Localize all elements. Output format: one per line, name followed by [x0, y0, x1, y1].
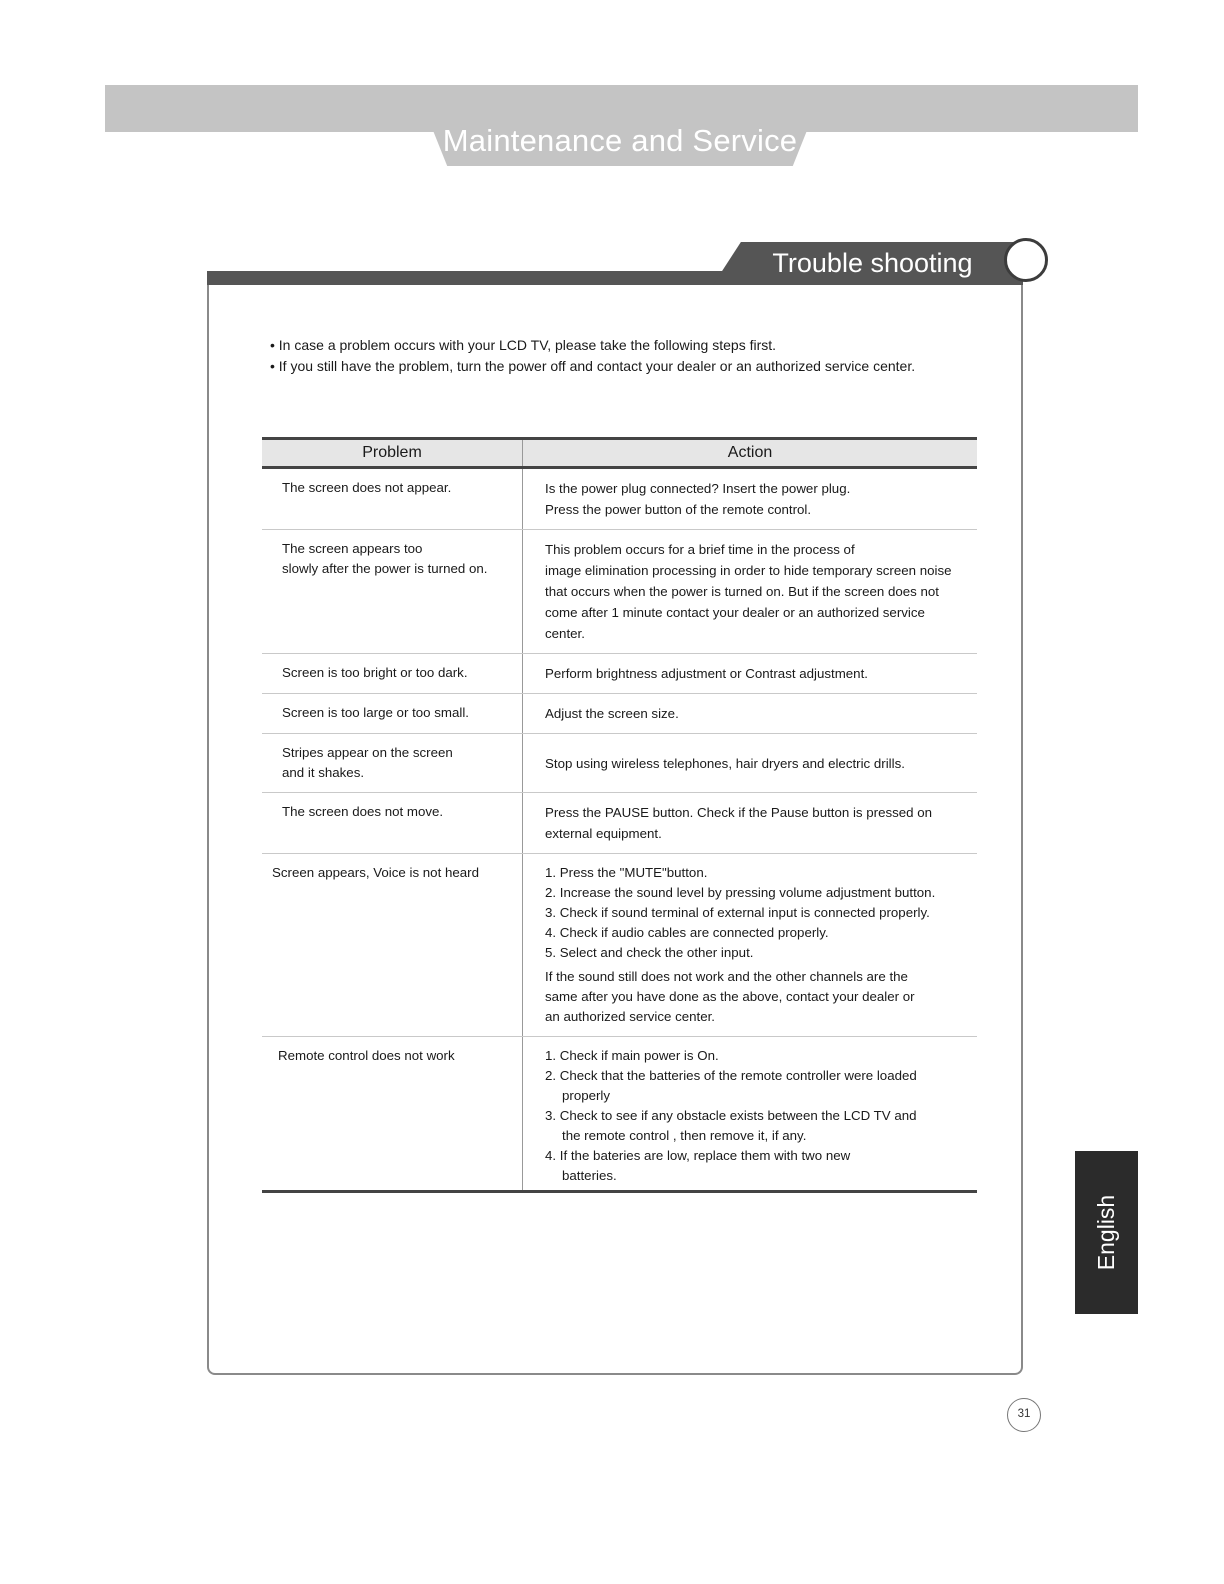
table-row [262, 654, 977, 694]
action-text: center. [545, 626, 585, 641]
action-cell [523, 468, 978, 530]
problem-cell [262, 530, 523, 654]
action-header: Action [523, 439, 978, 468]
page-number: 31 [1007, 1398, 1041, 1432]
problem-cell [262, 793, 523, 854]
table-row [262, 854, 977, 1037]
problem-text: Screen is too large or too small. [282, 705, 469, 720]
action-step: 3. Check if sound terminal of external input is connected properly. [545, 905, 930, 920]
action-step: 1. Check if main power is On. [545, 1048, 719, 1063]
problem-text: Remote control does not work [278, 1048, 455, 1063]
action-step: 4. Check if audio cables are connected properly. [545, 925, 829, 940]
problem-text: The screen does not move. [282, 804, 444, 819]
language-tab-label: English [1093, 1194, 1119, 1271]
action-step: 5. Select and check the other input. [545, 945, 754, 960]
table-row [262, 694, 977, 734]
action-text: Adjust the screen size. [545, 706, 679, 721]
problem-cell [262, 694, 523, 734]
action-note: an authorized service center. [545, 1009, 716, 1024]
problem-text: Screen is too bright or too dark. [282, 665, 468, 680]
action-text: This problem occurs for a brief time in the process of [545, 542, 855, 557]
action-step-continued: properly [562, 1088, 611, 1103]
section-title: Maintenance and Service [442, 123, 798, 158]
action-cell [523, 530, 978, 654]
action-cell [523, 1037, 978, 1192]
action-text: external equipment. [545, 826, 662, 841]
table-row [262, 530, 977, 654]
action-text: Press the PAUSE button. Check if the Pause button is pressed on [545, 805, 933, 820]
troubleshooting-table [262, 437, 977, 1193]
action-step: 2. Increase the sound level by pressing volume adjustment button. [545, 885, 936, 900]
problem-cell [262, 654, 523, 694]
problem-cell [262, 854, 523, 1037]
action-cell [523, 854, 978, 1037]
problem-text: and it shakes. [282, 765, 365, 780]
intro-line: • If you still have the problem, turn the power off and contact your dealer or an authorized service center. [270, 357, 916, 374]
problem-text: Stripes appear on the screen [282, 745, 453, 760]
problem-text: The screen appears too [282, 541, 423, 556]
action-step: 2. Check that the batteries of the remote controller were loaded [545, 1068, 917, 1083]
table-header-row [262, 439, 977, 468]
action-cell [523, 694, 978, 734]
action-text: that occurs when the power is turned on. But if the screen does not [545, 584, 939, 599]
table-row [262, 468, 977, 530]
action-text: Is the power plug connected? Insert the power plug. [545, 481, 851, 496]
problem-text: The screen does not appear. [282, 480, 452, 495]
problem-cell [262, 734, 523, 793]
problem-header: Problem [262, 439, 523, 468]
table-row [262, 734, 977, 793]
intro-text [270, 335, 1000, 376]
problem-cell [262, 468, 523, 530]
action-step: 4. If the bateries are low, replace them with two new [545, 1148, 851, 1163]
action-text: Perform brightness adjustment or Contrast adjustment. [545, 666, 868, 681]
action-cell [523, 654, 978, 694]
panel-title: Trouble shooting [772, 248, 973, 278]
action-step-continued: batteries. [562, 1168, 617, 1183]
action-note: same after you have done as the above, contact your dealer or [545, 989, 915, 1004]
action-step-continued: the remote control , then remove it, if any. [562, 1128, 807, 1143]
problem-text: slowly after the power is turned on. [282, 561, 488, 576]
table-row [262, 793, 977, 854]
language-tab-label-wrap [1075, 1151, 1138, 1314]
action-note: If the sound still does not work and the other channels are the [545, 969, 908, 984]
problem-cell [262, 1037, 523, 1192]
problem-text: Screen appears, Voice is not heard [272, 865, 479, 880]
action-step: 1. Press the "MUTE"button. [545, 865, 708, 880]
action-text: Press the power button of the remote control. [545, 502, 812, 517]
action-step: 3. Check to see if any obstacle exists between the LCD TV and [545, 1108, 917, 1123]
action-text: image elimination processing in order to hide temporary screen noise [545, 563, 952, 578]
circle-icon [1004, 238, 1048, 282]
action-text: Stop using wireless telephones, hair dryers and electric drills. [545, 755, 905, 771]
action-cell [523, 734, 978, 793]
action-cell [523, 793, 978, 854]
intro-line: • In case a problem occurs with your LCD TV, please take the following steps first. [270, 337, 777, 353]
action-text: come after 1 minute contact your dealer or an authorized service [545, 605, 925, 620]
table-row [262, 1037, 977, 1192]
